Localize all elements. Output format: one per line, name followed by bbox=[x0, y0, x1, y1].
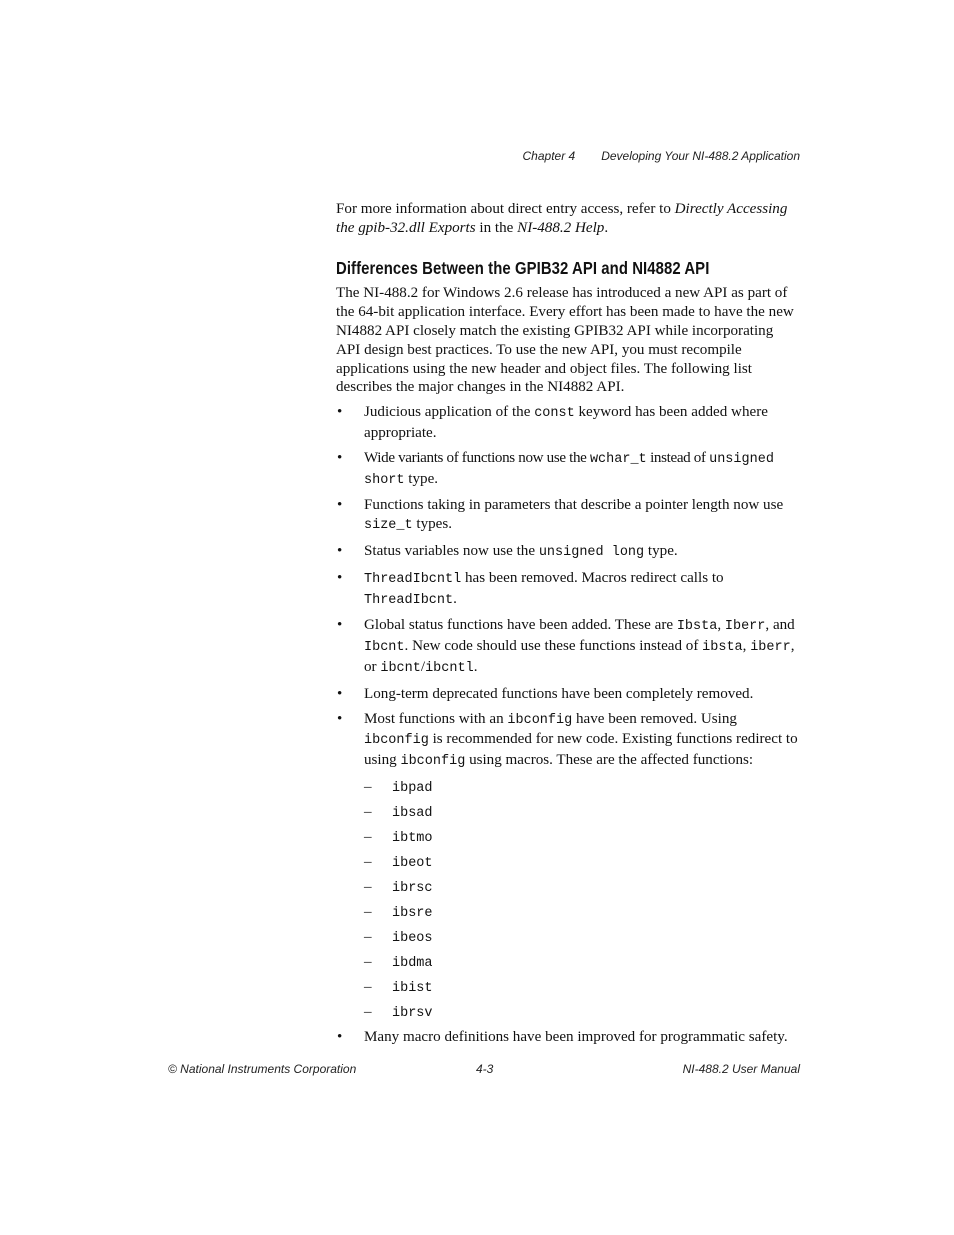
item-text: Global status functions have been added. These are bbox=[364, 617, 677, 634]
function-name: ibpad bbox=[392, 780, 433, 796]
intro-reference-link[interactable]: Directly Accessing the gpib-32.dll Exports bbox=[336, 201, 788, 236]
footer-copyright: © National Instruments Corporation bbox=[168, 1062, 357, 1076]
intro-paragraph bbox=[336, 200, 800, 238]
item-text: , or bbox=[364, 638, 795, 675]
item-text: . bbox=[453, 590, 457, 607]
function-item bbox=[364, 828, 800, 847]
item-text: . bbox=[473, 658, 478, 675]
function-item bbox=[364, 928, 800, 947]
section-heading: Differences Between the GPIB32 API and NI4882 API bbox=[336, 257, 710, 278]
section-paragraph: The NI-488.2 for Windows 2.6 release has introduced a new API as part of the 64-bit application interface. Every effort has been made to have the new NI4882 API closely match the existing GPIB32 API while incorporating API design best practices. To use the new API, you must recompile applications using the new header and object files. The following list describes the major changes in the NI4882 API. bbox=[336, 285, 794, 396]
function-name: ibrsc bbox=[392, 880, 433, 896]
item-text: / bbox=[420, 658, 426, 675]
list-item bbox=[336, 542, 800, 563]
page-footer bbox=[168, 1062, 800, 1078]
list-item bbox=[336, 710, 800, 1022]
help-reference-link[interactable]: NI-488.2 Help bbox=[517, 219, 605, 236]
footer-manual-title: NI-488.2 User Manual bbox=[682, 1062, 800, 1076]
code-term: iberr bbox=[750, 640, 791, 656]
item-text: , bbox=[742, 638, 751, 655]
code-term: Ibsta bbox=[676, 619, 718, 635]
list-item bbox=[336, 569, 800, 611]
code-term: ThreadIbcnt bbox=[364, 592, 454, 608]
code-term: const bbox=[534, 406, 575, 422]
function-name: ibtmo bbox=[392, 830, 433, 846]
list-item bbox=[336, 403, 800, 443]
list-item bbox=[336, 685, 800, 704]
function-item bbox=[364, 1003, 800, 1022]
item-text: using macros. These are the affected functions: bbox=[465, 752, 754, 769]
code-term: unsigned long bbox=[538, 544, 645, 560]
intro-text: . bbox=[604, 219, 609, 236]
function-item bbox=[364, 803, 800, 822]
function-item bbox=[364, 878, 800, 897]
function-item bbox=[364, 978, 800, 997]
page-content bbox=[336, 200, 800, 1053]
list-item bbox=[336, 449, 800, 491]
function-item bbox=[364, 778, 800, 797]
function-name: ibist bbox=[392, 980, 433, 996]
code-term: ibconfig bbox=[400, 754, 466, 770]
list-item bbox=[336, 616, 800, 678]
item-text: . New code should use these functions instead of bbox=[404, 638, 703, 655]
function-name: ibeos bbox=[392, 930, 433, 946]
code-term: Ibcnt bbox=[364, 640, 405, 656]
code-term: size_t bbox=[364, 518, 413, 534]
function-name: ibsad bbox=[392, 805, 433, 821]
item-text: has been removed. Macros redirect calls to bbox=[461, 569, 724, 586]
code-term: ibcnt bbox=[380, 660, 421, 676]
header-chapter: Chapter 4 bbox=[522, 149, 576, 163]
changes-list bbox=[336, 403, 800, 1046]
item-text: Long-term deprecated functions have been completely removed. bbox=[364, 685, 754, 702]
item-text: is recommended for new code. Existing functions redirect to using bbox=[364, 731, 798, 769]
item-text: Many macro definitions have been improved for programmatic safety. bbox=[364, 1028, 788, 1045]
item-text: have been removed. Using bbox=[572, 710, 737, 727]
code-term: Iberr bbox=[724, 619, 766, 635]
affected-functions-list bbox=[364, 778, 800, 1022]
item-text: instead of bbox=[646, 449, 710, 466]
item-text: Most functions with an bbox=[364, 710, 508, 727]
function-item bbox=[364, 853, 800, 872]
function-name: ibsre bbox=[392, 905, 433, 921]
code-term: ibcntl bbox=[425, 660, 474, 676]
function-name: ibeot bbox=[392, 855, 433, 871]
item-text: Judicious application of the bbox=[364, 404, 535, 421]
item-text: keyword has been added where appropriate. bbox=[364, 404, 768, 441]
function-item bbox=[364, 903, 800, 922]
code-term: ibsta bbox=[702, 640, 743, 656]
item-text: type. bbox=[644, 542, 678, 559]
code-term: ibconfig bbox=[364, 733, 429, 749]
page-number: 4-3 bbox=[476, 1062, 494, 1076]
function-name: ibrsv bbox=[392, 1005, 433, 1021]
intro-text: in the bbox=[475, 219, 518, 236]
item-text: types. bbox=[412, 516, 453, 533]
item-text: Status variables now use the bbox=[364, 542, 539, 559]
code-term: unsigned short bbox=[364, 451, 774, 488]
item-text: , bbox=[717, 617, 725, 634]
list-item bbox=[336, 496, 800, 536]
function-item bbox=[364, 953, 800, 972]
item-text: Functions taking in parameters that describe a pointer length now use bbox=[364, 497, 784, 514]
running-header bbox=[523, 149, 801, 163]
item-text: type. bbox=[404, 470, 439, 487]
code-term: wchar_t bbox=[589, 451, 647, 467]
item-text: Wide variants of functions now use the bbox=[364, 449, 590, 466]
function-name: ibdma bbox=[392, 955, 433, 971]
code-term: ibconfig bbox=[507, 712, 573, 728]
intro-text: For more information about direct entry access, refer to bbox=[336, 201, 675, 217]
code-term: ThreadIbcntl bbox=[364, 571, 462, 587]
header-title: Developing Your NI-488.2 Application bbox=[601, 149, 800, 163]
list-item bbox=[336, 1028, 800, 1047]
item-text: , and bbox=[765, 617, 795, 634]
